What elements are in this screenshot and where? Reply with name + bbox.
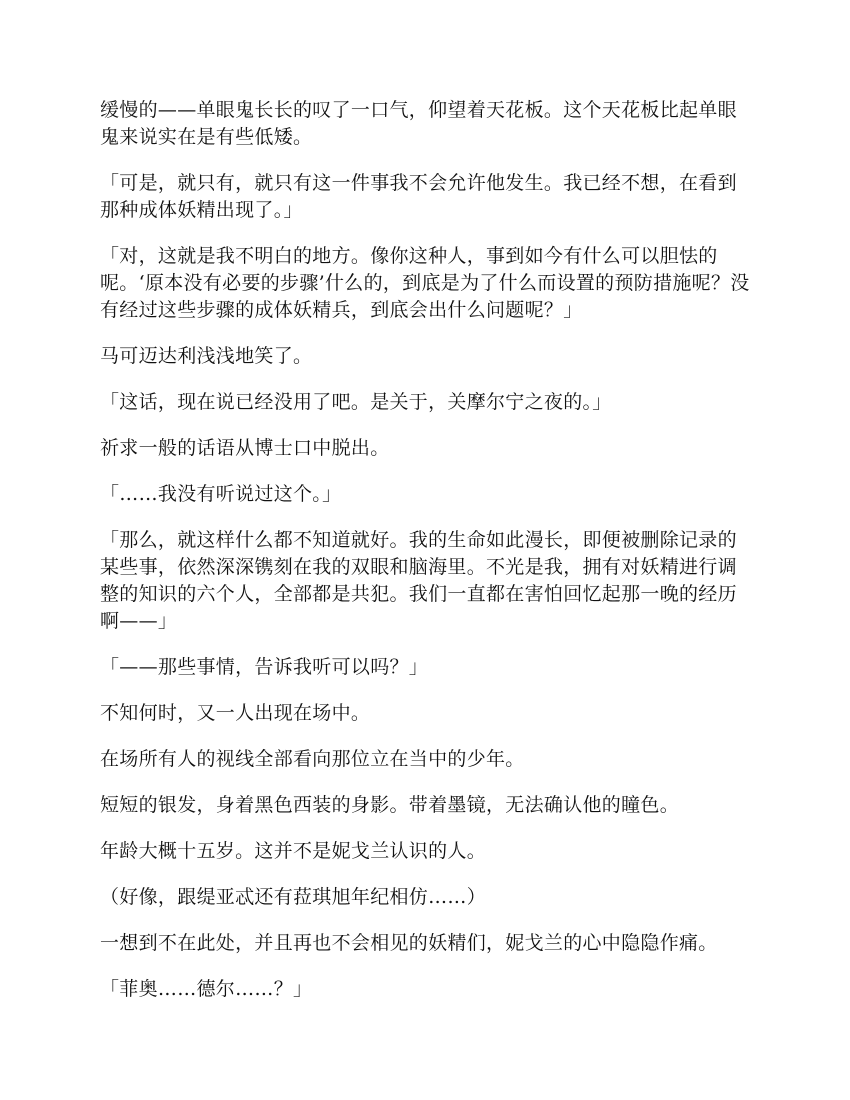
paragraph: 「这话，现在说已经没用了吧。是关于，关摩尔宁之夜的。」 — [100, 391, 612, 413]
paragraph: 祈求一般的话语从博士口中脱出。 — [100, 437, 390, 459]
paragraph: 「……我没有听说过这个。」 — [100, 483, 342, 505]
paragraph: 「菲奥……德尔……？」 — [100, 978, 313, 1000]
paragraph: 一想到不在此处，并且再也不会相见的妖精们，妮戈兰的心中隐隐作痛。 — [100, 932, 718, 954]
paragraph: （好像，跟缇亚忒还有菈琪旭年纪相仿……） — [100, 886, 487, 908]
paragraph: 缓慢的——单眼鬼长长的叹了一口气，仰望着天花板。这个天花板比起单眼鬼来说实在是有些低矮。 — [100, 99, 737, 148]
paragraph: 「对，这就是我不明白的地方。像你这种人，事到如今有什么可以胆怯的呢。‘原本没有必要的步骤’什么的，到底是为了什么而设置的预防措施呢？没有经过这些步骤的成体妖精兵，到底会出什么问题呢？」 — [100, 245, 750, 321]
paragraph: 不知何时，又一人出现在场中。 — [100, 702, 371, 724]
paragraph: 「可是，就只有，就只有这一件事我不会允许他发生。我已经不想，在看到那种成体妖精出现了。」 — [100, 172, 737, 221]
paragraph: 「那么，就这样什么都不知道就好。我的生命如此漫长，即便被删除记录的某些事，依然深深镌刻在我的双眼和脑海里。不光是我，拥有对妖精进行调整的知识的六个人，全部都是共犯。我们一直都在害怕回忆起那一晚的经历啊——」 — [100, 529, 737, 632]
paragraph: 短短的银发，身着黑色西装的身影。带着墨镜，无法确认他的瞳色。 — [100, 794, 680, 816]
document-page — [100, 97, 750, 1022]
paragraph: 年龄大概十五岁。这并不是妮戈兰认识的人。 — [100, 840, 487, 862]
paragraph: 马可迈达利浅浅地笑了。 — [100, 345, 313, 367]
paragraph: 在场所有人的视线全部看向那位立在当中的少年。 — [100, 748, 525, 770]
paragraph: 「——那些事情，告诉我听可以吗？」 — [100, 656, 429, 678]
